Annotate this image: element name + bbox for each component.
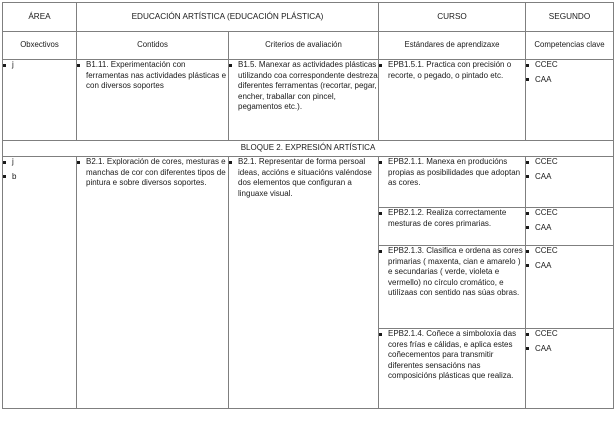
list-item: B1.11. Experimentación con ferramentas nas actividades plásticas e con diversos soportes [77, 60, 228, 92]
col-standards: Estándares de aprendizaxe [379, 32, 526, 60]
standard-cell [379, 329, 526, 409]
list-item: EPB2.1.1. Manexa en producións propias as posibilidades que adoptan as cores. [379, 157, 525, 189]
objectives-cell [3, 157, 77, 409]
list-item: CCEC [526, 208, 613, 219]
list-item: j [3, 60, 76, 71]
list-item: B2.1. Exploración de cores, mesturas e manchas de cor con diferentes tipos de pintura e sobre diversos soportes. [77, 157, 228, 189]
standard-cell [379, 60, 526, 141]
list-item: CAA [526, 75, 613, 86]
competences-cell [526, 157, 614, 208]
list-item: EPB1.5.1. Practica con precisión o recorte, o pegado, o pintado etc. [379, 60, 525, 81]
standard-cell [379, 157, 526, 208]
header-row [3, 3, 614, 32]
bullet-icon [526, 64, 529, 67]
bullet-icon [526, 161, 529, 164]
bullet-icon [526, 347, 529, 350]
competences-cell [526, 329, 614, 409]
col-contents: Contidos [77, 32, 229, 60]
list-item: CCEC [526, 157, 613, 168]
list-item: EPB2.1.2. Realiza correctamente mesturas de cores primarias. [379, 208, 525, 229]
bullet-icon [526, 212, 529, 215]
bullet-icon [77, 161, 80, 164]
standard-cell [379, 208, 526, 246]
bullet-icon [379, 250, 382, 253]
bullet-icon [379, 161, 382, 164]
criterion-cell [229, 60, 379, 141]
competences-cell [526, 60, 614, 141]
bullet-icon [526, 78, 529, 81]
bullet-icon [379, 212, 382, 215]
list-item: CCEC [526, 60, 613, 71]
bullet-icon [526, 175, 529, 178]
list-item: CAA [526, 261, 613, 272]
course-label: CURSO [379, 3, 526, 32]
content-cell [77, 60, 229, 141]
curriculum-table [2, 2, 614, 409]
bullet-icon [379, 64, 382, 67]
table-row [3, 157, 614, 208]
area-label: ÁREA [3, 3, 77, 32]
list-item: EPB2.1.3. Clasifica e ordena as cores primarias ( maxenta, cian e amarelo ) e secundarias ( verde, violeta e vermello) no círculo cromático, e utilízaas con sentido nas súas obras. [379, 246, 525, 299]
list-item: CAA [526, 172, 613, 183]
list-item: B1.5. Manexar as actividades plásticas utilizando coa correspondente destreza diferentes ferramentas (recortar, pegar, encher, traballar con pincel, pegamentos etc.). [229, 60, 378, 113]
bullet-icon [77, 64, 80, 67]
list-item: b [3, 172, 76, 183]
list-item: B2.1. Representar de forma persoal ideas, accións e situacións valéndose dos elementos que configuran a linguaxe visual. [229, 157, 378, 199]
bullet-icon [526, 333, 529, 336]
competences-cell [526, 208, 614, 246]
column-header-row [3, 32, 614, 60]
content-cell [77, 157, 229, 409]
list-item: j [3, 157, 76, 168]
block-title: BLOQUE 2. EXPRESIÓN ARTÍSTICA [3, 141, 614, 157]
bullet-icon [229, 161, 232, 164]
list-item: CCEC [526, 329, 613, 340]
bullet-icon [3, 175, 6, 178]
bullet-icon [3, 161, 6, 164]
list-item: CAA [526, 344, 613, 355]
list-item: EPB2.1.4. Coñece a simboloxía das cores frías e cálidas, e aplica estes coñecementos para transmitir diferentes sensacións nas composicións plásticas que realiza. [379, 329, 525, 382]
course-value: SEGUNDO [526, 3, 614, 32]
bullet-icon [229, 64, 232, 67]
bullet-icon [526, 250, 529, 253]
competences-cell [526, 246, 614, 329]
standard-cell [379, 246, 526, 329]
col-competences: Competencias clave [526, 32, 614, 60]
table-row [3, 60, 614, 141]
criterion-cell [229, 157, 379, 409]
bullet-icon [526, 264, 529, 267]
block-title-row [3, 141, 614, 157]
list-item: CAA [526, 223, 613, 234]
col-criteria: Criterios de avaliación [229, 32, 379, 60]
objectives-cell [3, 60, 77, 141]
list-item: CCEC [526, 246, 613, 257]
bullet-icon [379, 333, 382, 336]
bullet-icon [3, 64, 6, 67]
bullet-icon [526, 226, 529, 229]
subject-title: EDUCACIÓN ARTÍSTICA (EDUCACIÓN PLÁSTICA) [77, 3, 379, 32]
col-objectives: Obxectivos [3, 32, 77, 60]
